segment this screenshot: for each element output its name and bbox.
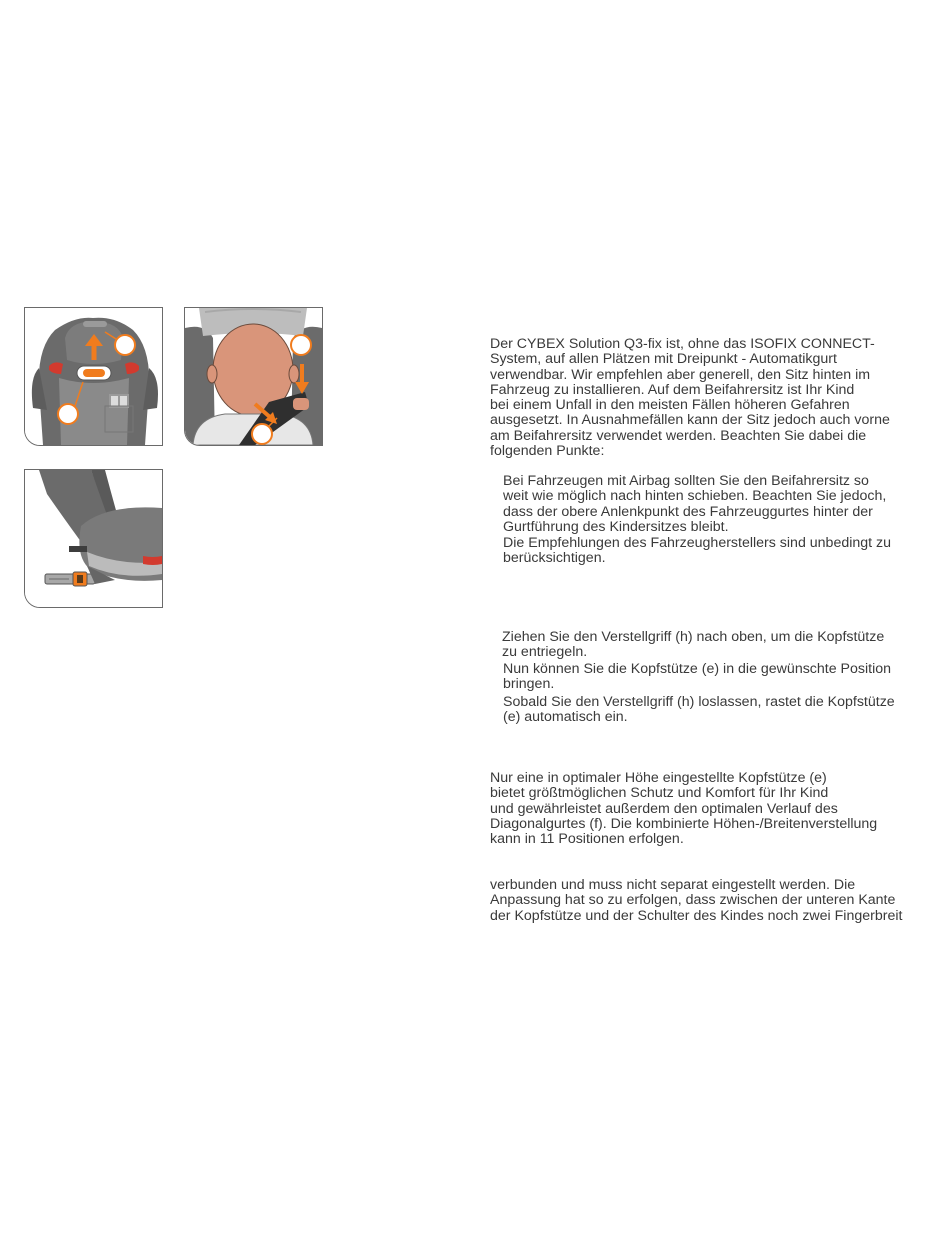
headrest-step-lock: Sobald Sie den Verstellgriff (h) loslassen, rastet die Kopfstütze (e) automatisch ein. — [503, 694, 895, 726]
headrest-adjust-illustration — [24, 307, 163, 446]
shoulder-belt-guide-illustration — [184, 307, 323, 446]
adjustment-info-paragraph: verbunden und muss nicht separat eingestellt werden. Die Anpassung hat so zu erfolgen, dass zwischen der unteren Kante der Kopfstütze und der Schulter des Kindes noch zwei Fingerbreit — [490, 877, 903, 924]
headrest-step-position: Nun können Sie die Kopfstütze (e) in die gewünschte Position bringen. — [503, 661, 892, 693]
isofix-connector-illustration — [24, 469, 163, 608]
headrest-step-unlock: Ziehen Sie den Verstellgriff (h) nach oben, um die Kopfstütze zu entriegeln. — [502, 629, 885, 661]
headrest-info-paragraph: Nur eine in optimaler Höhe eingestellte Kopfstütze (e) bietet größtmöglichen Schutz und Komfort für Ihr Kind und gewährleistet außerdem den optimalen Verlauf des Diagonalgurtes (f). Die kombinierte Höhen-/Breitenverstellung kann in 11 Positionen erfolgen. — [490, 770, 878, 848]
manufacturer-recommendation: Die Empfehlungen des Fahrzeugherstellers sind unbedingt zu berücksichtigen. — [503, 535, 892, 567]
airbag-instruction: Bei Fahrzeugen mit Airbag sollten Sie den Beifahrersitz so weit wie möglich nach hinten schieben. Beachten Sie jedoch, dass der obere Anlenkpunkt des Fahrzeuggurtes hinter der Gurtführung des Kindersitzes bleibt. — [503, 473, 887, 535]
intro-paragraph: Der CYBEX Solution Q3-fix ist, ohne das ISOFIX CONNECT- System, auf allen Plätzen mit Dreipunkt - Automatikgurt verwendbar. Wir empfehlen aber generell, den Sitz hinten im Fahrzeug zu installieren. Auf dem Beifahrersitz ist Ihr Kind bei einem Unfall in den meisten Fällen höheren Gefahren ausgesetzt. In Ausnahmefällen kann der Sitz jedoch auch vorne am Beifahrersitz verwendet werden. Beachten Sie dabei die folgenden Punkte: — [490, 336, 890, 460]
